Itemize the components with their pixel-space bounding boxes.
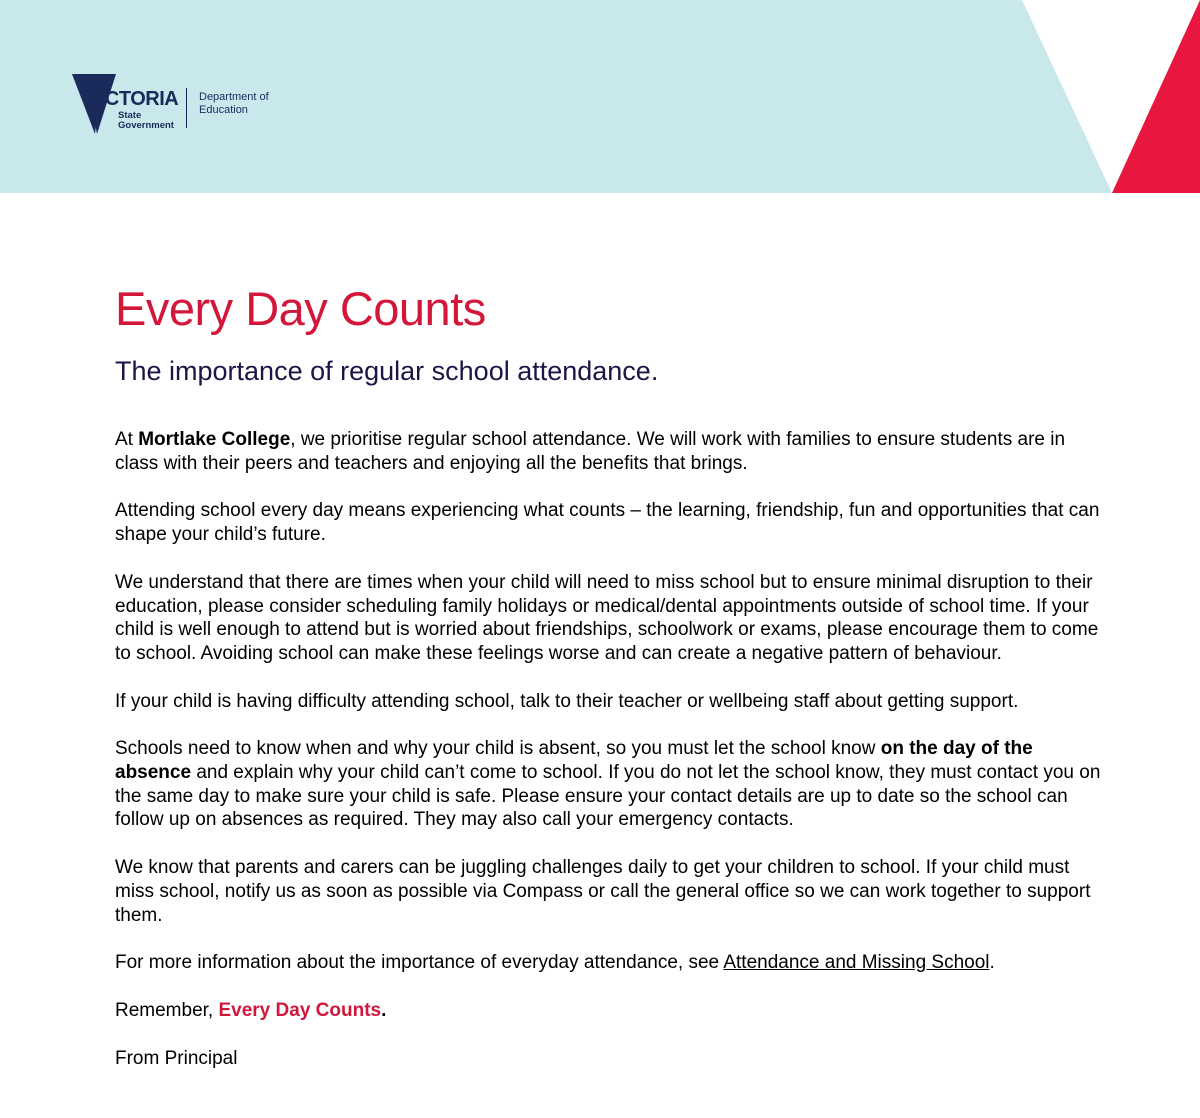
signoff: From Principal — [115, 1047, 238, 1069]
paragraph-intro: At Mortlake College, we prioritise regular school attendance. We will work with families to ensure students are in class with their peers and teachers and enjoying all the benefits that brings. — [115, 429, 1066, 474]
logo-wordmark: VICTORIA — [87, 88, 179, 110]
page-title: Every Day Counts — [115, 282, 486, 335]
paragraph-notify: Schools need to know when and why your child is absent, so you must let the school know on the day of the absence and explain why your child can’t come to school. If you do not let the school know, they must contact you on the same day to make sure your child is safe. Please ensure your contact details are up to date so the school can follow up on absences as required. They may also call your emergency contacts. — [115, 738, 1101, 831]
page-subtitle: The importance of regular school attendance. — [115, 356, 659, 386]
logo-state-government: State Government — [118, 110, 174, 131]
attendance-link[interactable]: Attendance and Missing School — [723, 952, 990, 974]
emphasis-day-of-absence: on the day of the absence — [115, 738, 1033, 784]
every-day-counts-emphasis: Every Day Counts — [218, 999, 382, 1021]
paragraph-challenges: We know that parents and carers can be juggling challenges daily to get your children to school. If your child must miss school, notify us as soon as possible via Compass or call the general office so we can work together to support them. — [115, 857, 1091, 926]
paragraph-support: If your child is having difficulty attending school, talk to their teacher or wellbeing staff about getting support. — [115, 690, 1019, 712]
paragraph-scheduling: We understand that there are times when your child will need to miss school but to ensure minimal disruption to their education, please consider scheduling family holidays or medical/dental appointments outside of school time. If your child is well enough to attend but is worried about friendships, schoolwork or exams, please encourage them to come to school. Avoiding school can make these feelings worse and can create a negative pattern of behaviour. — [115, 571, 1099, 664]
paragraph-benefits: Attending school every day means experiencing what counts – the learning, friendship, fun and opportunities that can shape your child’s future. — [115, 500, 1100, 546]
paragraph-remember: Remember, Every Day Counts. — [115, 999, 387, 1021]
logo-department: Department of Education — [199, 91, 269, 116]
letter-content — [115, 280, 1105, 1094]
paragraph-more-info: For more information about the importance of everyday attendance, see Attendance and Missing School. — [115, 952, 995, 974]
letter-body — [115, 428, 1105, 1070]
school-name: Mortlake College — [138, 429, 291, 450]
logo-divider — [186, 88, 187, 128]
